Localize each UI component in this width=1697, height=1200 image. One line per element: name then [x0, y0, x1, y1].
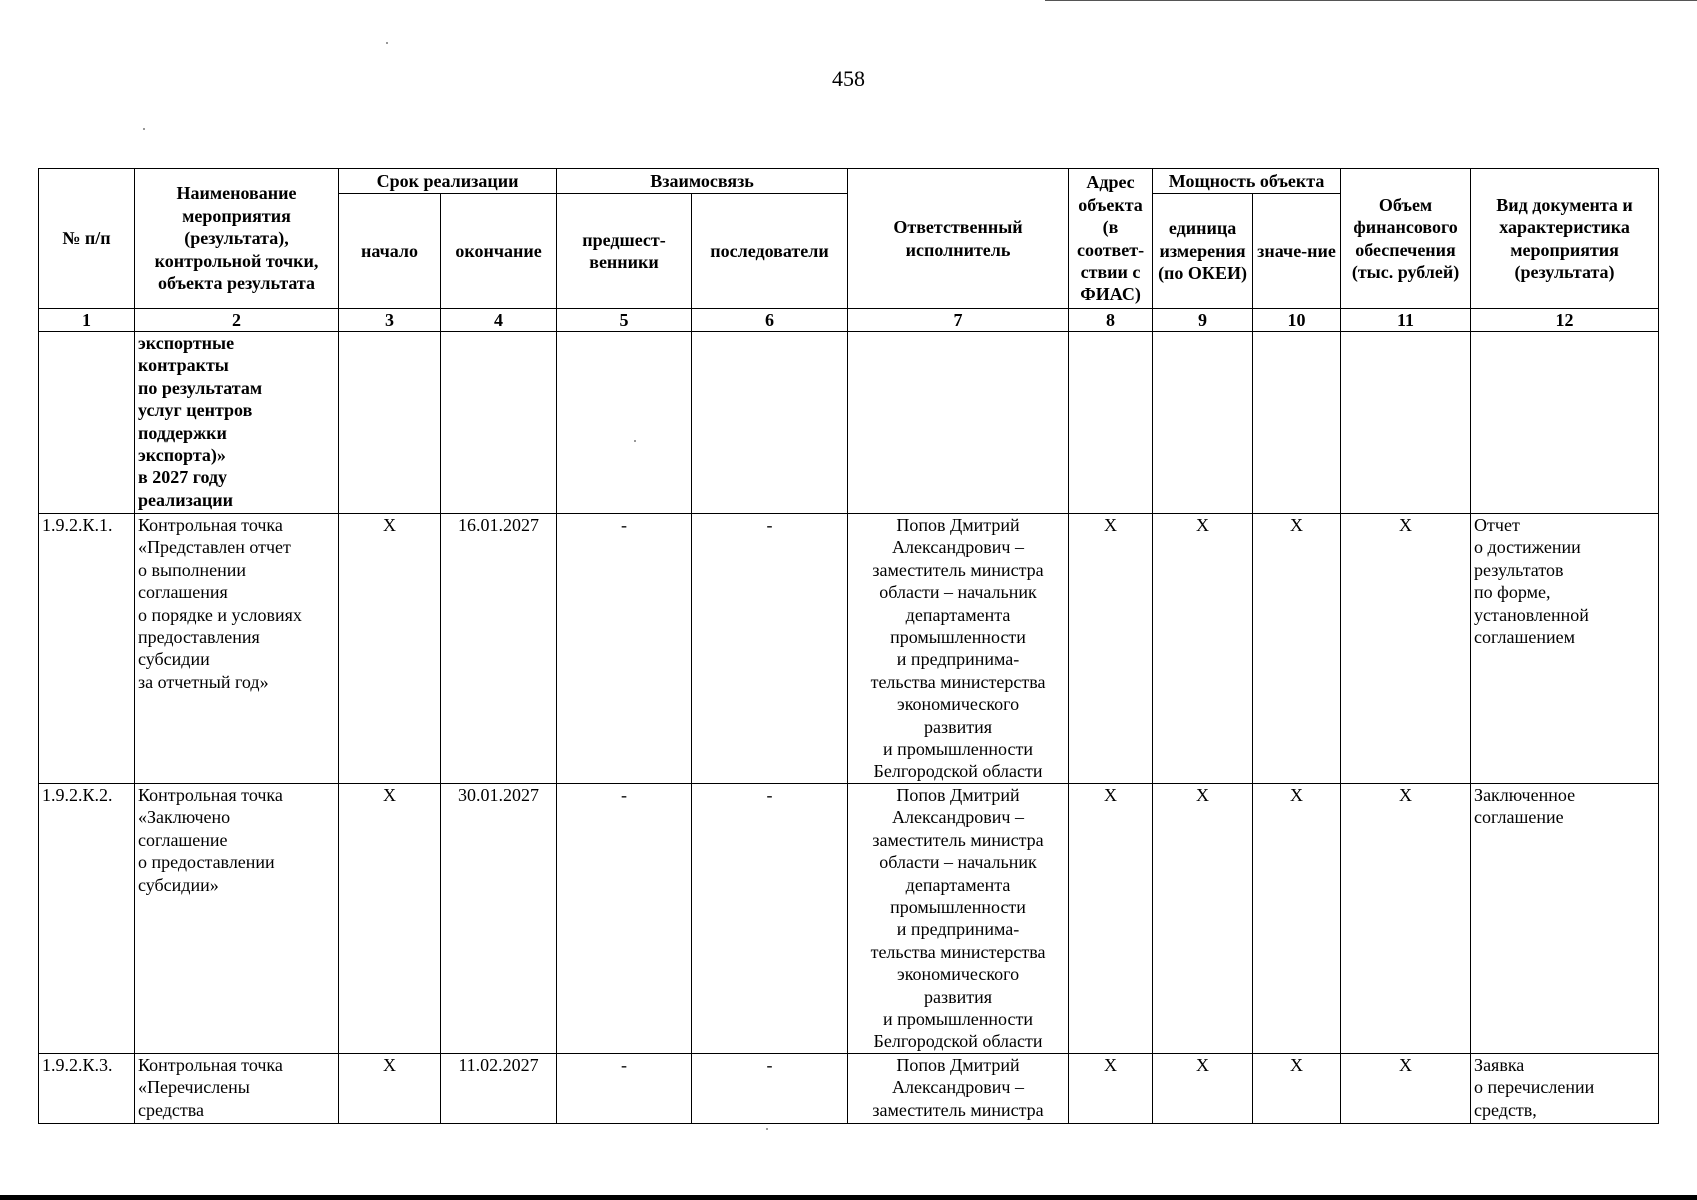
cell-doc — [1471, 784, 1659, 1054]
column-number: 7 — [848, 309, 1069, 332]
scan-speck — [143, 128, 145, 130]
cell-predecessors: - — [557, 784, 692, 1054]
header-end: окончание — [441, 194, 557, 309]
doc-text: Заявка о перечислении средств, — [1474, 1055, 1595, 1120]
table-row — [39, 784, 1659, 1054]
cell-end — [441, 332, 557, 514]
column-number: 5 — [557, 309, 692, 332]
header-capacity: Мощность объекта — [1153, 169, 1341, 194]
cell-finance: X — [1341, 784, 1471, 1054]
cell-doc — [1471, 332, 1659, 514]
cell-start: X — [339, 784, 441, 1054]
cell-doc — [1471, 514, 1659, 784]
header-address: Адрес объекта (в соответ-ствии с ФИАС) — [1069, 169, 1153, 309]
cell-address: X — [1069, 784, 1153, 1054]
cell-start: X — [339, 514, 441, 784]
column-number: 1 — [39, 309, 135, 332]
scan-speck — [766, 1128, 768, 1130]
header-name: Наименование мероприятия (результата), контрольной точки, объекта результата — [135, 169, 339, 309]
cell-num: 1.9.2.К.1. — [39, 514, 135, 784]
column-number: 12 — [1471, 309, 1659, 332]
header-doc-type: Вид документа и характеристика мероприятия (результата) — [1471, 169, 1659, 309]
column-number: 10 — [1253, 309, 1341, 332]
cell-value: X — [1253, 1054, 1341, 1124]
cell-successors: - — [692, 784, 848, 1054]
cell-value — [1253, 332, 1341, 514]
cell-responsible — [848, 332, 1069, 514]
header-period: Срок реализации — [339, 169, 557, 194]
cell-finance: X — [1341, 514, 1471, 784]
top-edge-line — [1045, 0, 1697, 1]
cell-name — [135, 784, 339, 1054]
cell-finance — [1341, 332, 1471, 514]
column-number: 8 — [1069, 309, 1153, 332]
cell-successors — [692, 332, 848, 514]
doc-text: Заключенное соглашение — [1474, 785, 1576, 828]
cell-finance: X — [1341, 1054, 1471, 1124]
cell-address: X — [1069, 1054, 1153, 1124]
cell-num: 1.9.2.К.3. — [39, 1054, 135, 1124]
cell-responsible — [848, 784, 1069, 1054]
cell-end: 11.02.2027 — [441, 1054, 557, 1124]
page-number: 458 — [832, 66, 865, 91]
header-start: начало — [339, 194, 441, 309]
header-finance: Объем финансового обеспечения (тыс. рублей) — [1341, 169, 1471, 309]
responsible-text: Попов Дмитрий Александрович – заместитель министра области – начальник департамента промышленности и предпринима- тельства министерства экономического развития и промышленности Белгородской области — [870, 515, 1046, 782]
cell-successors: - — [692, 514, 848, 784]
row-name-text: Контрольная точка «Представлен отчет о выполнении соглашения о порядке и условиях предоставления субсидии за отчетный год» — [138, 515, 302, 692]
cell-start: X — [339, 1054, 441, 1124]
cell-predecessors — [557, 332, 692, 514]
cell-value: X — [1253, 784, 1341, 1054]
responsible-text: Попов Дмитрий Александрович – заместитель министра — [872, 1055, 1044, 1120]
cell-address: X — [1069, 514, 1153, 784]
scan-speck — [386, 42, 388, 44]
cell-unit — [1153, 332, 1253, 514]
header-successors: последователи — [692, 194, 848, 309]
column-number: 2 — [135, 309, 339, 332]
header-unit: единица измерения (по ОКЕИ) — [1153, 194, 1253, 309]
column-number: 9 — [1153, 309, 1253, 332]
row-name-text: Контрольная точка «Заключено соглашение о предоставлении субсидии» — [138, 785, 283, 895]
continuation-text: экспортные контракты по результатам услуг центров поддержки экспорта)» в 2027 году реализации — [138, 333, 263, 510]
responsible-text: Попов Дмитрий Александрович – заместитель министра области – начальник департамента промышленности и предпринима- тельства министерства экономического развития и промышленности Белгородской области — [870, 785, 1046, 1052]
header-value: значе-ние — [1253, 194, 1341, 309]
column-number: 3 — [339, 309, 441, 332]
cell-unit: X — [1153, 784, 1253, 1054]
cell-num — [39, 332, 135, 514]
column-number: 4 — [441, 309, 557, 332]
row-name-text: Контрольная точка «Перечислены средства — [138, 1055, 283, 1120]
cell-responsible — [848, 1054, 1069, 1124]
scan-bottom-edge — [0, 1195, 1697, 1200]
cell-value: X — [1253, 514, 1341, 784]
column-number: 11 — [1341, 309, 1471, 332]
plan-table — [38, 168, 1659, 1124]
cell-unit: X — [1153, 514, 1253, 784]
cell-name — [135, 514, 339, 784]
cell-responsible — [848, 514, 1069, 784]
cell-end: 16.01.2027 — [441, 514, 557, 784]
doc-text: Отчет о достижении результатов по форме, установленной соглашением — [1474, 515, 1589, 648]
table-row — [39, 514, 1659, 784]
cell-address — [1069, 332, 1153, 514]
header-num: № п/п — [39, 169, 135, 309]
header-responsible: Ответственный исполнитель — [848, 169, 1069, 309]
cell-predecessors: - — [557, 514, 692, 784]
cell-successors: - — [692, 1054, 848, 1124]
cell-doc — [1471, 1054, 1659, 1124]
cell-unit: X — [1153, 1054, 1253, 1124]
header-relation: Взаимосвязь — [557, 169, 848, 194]
cell-predecessors: - — [557, 1054, 692, 1124]
cell-num: 1.9.2.К.2. — [39, 784, 135, 1054]
table-row — [39, 1054, 1659, 1124]
header-predecessors: предшест-венники — [557, 194, 692, 309]
cell-name-continuation — [135, 332, 339, 514]
cell-start — [339, 332, 441, 514]
column-number: 6 — [692, 309, 848, 332]
cell-name — [135, 1054, 339, 1124]
scan-speck — [634, 440, 636, 442]
cell-end: 30.01.2027 — [441, 784, 557, 1054]
table-row-continuation — [39, 332, 1659, 514]
